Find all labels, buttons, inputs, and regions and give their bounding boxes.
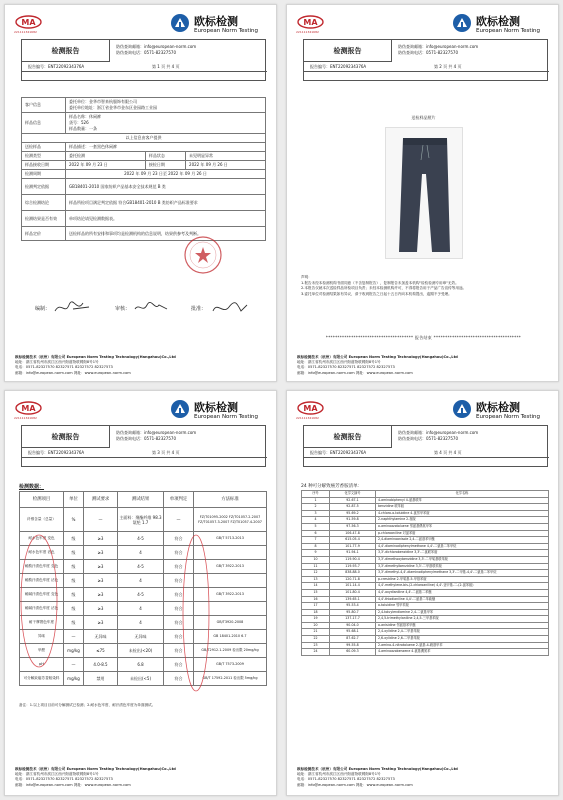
table-cell: 24 [302, 649, 330, 656]
table-cell: 60-09-3 [330, 649, 376, 656]
brand-name-cn: 欧标检测 [194, 15, 238, 28]
report-page-4 [286, 390, 559, 796]
table-cell: p-cresidine 2-甲氧基-5-甲基苯胺 [376, 576, 549, 583]
table-cell: 92-67-1 [330, 497, 376, 504]
report-header-box [303, 39, 548, 81]
page-indicator: 第 4 页 共 4 页 [434, 450, 462, 455]
table-cell: 3 [302, 510, 330, 517]
report-number-row: 报告编号：ENT2209234376A 第 2 页 共 4 页 [304, 62, 549, 72]
amine-list-caption: 24 种可分解致癌芳香胺清单： [301, 484, 363, 489]
brand-name-en: European Norm Testing [194, 414, 259, 420]
table-cell: 2-naphthylamine 2-萘胺 [376, 517, 549, 524]
table-cell: ≥3 [84, 616, 118, 630]
table-cell: o-toluidine 邻甲苯胺 [376, 603, 549, 610]
hand-drawn-circle-annotation-icon [19, 531, 59, 671]
report-number-row: 报告编号：ENT2209234376A 第 1 页 共 4 页 [22, 62, 267, 72]
table-row [302, 616, 549, 623]
ma-certification-mark-icon [15, 401, 42, 415]
table-cell: 20 [302, 622, 330, 629]
table-cell: 符合 [164, 658, 194, 672]
table-cell: 耐碱汗渍色牢度 沾色 [20, 602, 64, 616]
table-cell: % [64, 508, 84, 532]
table-row: 检测判定依据 GB18401-2010 国家纺织产品基本安全技术规范 B 类 [22, 179, 266, 195]
table-cell: o-anisidine 邻氨基苯甲醚 [376, 622, 549, 629]
table-cell: ≥3 [84, 588, 118, 602]
table-cell: 91-94-1 [330, 550, 376, 557]
ma-code: 221111341682 [296, 416, 319, 420]
table-cell: 级 [64, 588, 84, 602]
brand-name-cn: 欧标检测 [476, 15, 520, 28]
table-cell: 4,4'-diaminodiphenylmethane 4,4'-二氨基二苯甲烷 [376, 543, 549, 550]
table-row [302, 497, 549, 504]
table-cell: 15 [302, 589, 330, 596]
table-cell: 耐碱汗渍色牢度 变色 [20, 588, 64, 602]
table-cell: ≤75 [84, 644, 118, 658]
table-row: 检测类型 委托检测 样品状态 未见明显异常 [22, 152, 266, 161]
ma-code: 221111341682 [14, 416, 37, 420]
table-cell: 95-80-7 [330, 609, 376, 616]
table-cell: 4 [118, 602, 164, 616]
table-cell: 19 [302, 616, 330, 623]
report-number-row: 报告编号：ENT2209234376A 第 4 页 共 4 页 [304, 448, 549, 458]
report-number-row: 报告编号：ENT2209234376A 第 3 页 共 4 页 [22, 448, 267, 458]
table-cell: 7 [302, 537, 330, 544]
table-cell: 级 [64, 602, 84, 616]
table-cell: 符合 [164, 588, 194, 602]
table-row [302, 550, 549, 557]
contact-info: 防伪查询邮箱：info@european-norm.com 防伪查询电话：0571-82327570 [116, 430, 197, 441]
table-cell: 615-05-4 [330, 537, 376, 544]
table-row [302, 576, 549, 583]
table-cell: GB 18401-2010 6.7 [194, 630, 267, 644]
report-end-marker: ************************************** 报告结束 ************************************** [325, 335, 522, 340]
table-cell: GB/T 7573-2009 [194, 658, 267, 672]
table-row [302, 609, 549, 616]
table-cell: 4,4'-methylene-bis-(2-chloroaniline) 4,4'-亚甲基-二-(2-氯苯胺) [376, 583, 549, 590]
table-cell: ≥3 [84, 574, 118, 588]
table-cell: 838-88-0 [330, 570, 376, 577]
table-cell: 2,6-xylidine 2,6-二甲基苯胺 [376, 636, 549, 643]
table-cell: 22 [302, 636, 330, 643]
ent-logo-icon [170, 13, 190, 33]
report-header-box [21, 39, 266, 81]
approve-label: 批准： [191, 306, 207, 312]
table-row: 样品定价 送检样品的所有安排和事项均是检测机构的信息说明，结果供参考及判断。 [22, 227, 266, 241]
table-note: 备注：1.以上项目目前可分解测试已检测；2.耐水色牢度、耐汗渍色牢度为单面测试。 [19, 703, 156, 707]
contact-info: 防伪查询邮箱：info@european-norm.com 防伪查询电话：0571-82327570 [116, 44, 197, 55]
table-row: 样品接收日期 2022 年 09 月 23 日 接检日期 2022 年 09 月 26 日 [22, 161, 266, 170]
table-cell: pH [20, 658, 64, 672]
table-row: 综合检测结论 样品所检项目满足判定依据 符合GB18401-2010 B 类纺织产品标准要求 [22, 195, 266, 211]
table-cell: p-chloroaniline 对氯苯胺 [376, 530, 549, 537]
table-cell: ≥3 [84, 546, 118, 560]
table-row [302, 523, 549, 530]
table-cell: 91-59-8 [330, 517, 376, 524]
table-row [302, 583, 549, 590]
report-page-3 [4, 390, 277, 796]
table-cell: GB/T 3922-2013 [194, 588, 267, 602]
table-cell: 甲醛 [20, 644, 64, 658]
sample-photo [385, 127, 463, 259]
approver-signature-icon [211, 299, 249, 317]
ent-logo-icon [170, 399, 190, 419]
table-cell: 异味 [20, 630, 64, 644]
declaration-remarks: 声明： 1.报告未经本检测机构书面同意（不含复制报告），复制报告未加盖本机构"检验检测专用章"无效。 2.本报告仅就本次送检样品所检项目负责；未经本检测机构许可，不得将报告用于产品广告宣传等用途。 3.委托单位对检测结果如有异议，请于收到报告之日起十五日内向本机构提出，逾期不予受理。 [301, 275, 467, 296]
ma-certification-mark-icon [15, 15, 42, 29]
brand-name-cn: 欧标检测 [194, 401, 238, 414]
ma-certification-mark-icon [297, 15, 324, 29]
table-cell: mg/kg [64, 644, 84, 658]
table-cell: 9 [302, 550, 330, 557]
table-row: 客户信息 委托单位：金华市智来杭服饰有限公司 委托单位地址：浙江省金华市金东区金园路工业园 [22, 98, 266, 113]
table-cell: — [64, 658, 84, 672]
table-cell: 6.8 [118, 658, 164, 672]
table-cell: 符合 [164, 616, 194, 630]
table-cell: ≥3 [84, 602, 118, 616]
ent-logo-icon [452, 13, 472, 33]
svg-text:MA: MA [303, 18, 318, 27]
table-cell: 2-amino-4-nitrotoluene 2-氨基-4-硝基甲苯 [376, 642, 549, 649]
compile-label: 编制： [35, 306, 51, 312]
table-row: 检测结果是否有效 单项结论请见检测数据表。 [22, 211, 266, 227]
table-cell: 3,3'-dimethyl-4,4'-diaminodiphenylmethane 3,3'-二甲基-4,4'-二氨基二苯甲烷 [376, 570, 549, 577]
table-cell: 4-5 [118, 588, 164, 602]
table-cell: FZ/T01095-2002 FZ/T01057.2-2007 FZ/T01057.3-2007 FZ/T01057.4-2007 [194, 508, 267, 532]
table-cell: 符合 [164, 574, 194, 588]
table-cell: 级 [64, 574, 84, 588]
table-cell: 101-80-4 [330, 589, 376, 596]
table-cell: 无异味 [118, 630, 164, 644]
ma-code: 221111341682 [296, 30, 319, 34]
table-cell: 符合 [164, 532, 194, 546]
contact-email: info@european-norm.com [144, 44, 197, 49]
table-row [302, 570, 549, 577]
aromatic-amine-table [301, 490, 549, 656]
table-cell: 2,4-toluylendiamine 2,4-二氨基甲苯 [376, 609, 549, 616]
table-header-row: 检测项目 单位 测试要求 测试结果 单项判定 方法标准 [20, 492, 267, 508]
table-cell: mg/kg [64, 672, 84, 686]
table-cell: — [84, 508, 118, 532]
table-row: 送检样品 样品描述：一套黑色休闲裤 [22, 143, 266, 152]
contact-info: 防伪查询邮箱：info@european-norm.com 防伪查询电话：0571-82327570 [398, 430, 479, 441]
table-cell: 21 [302, 629, 330, 636]
table-cell: 4 [118, 574, 164, 588]
table-cell: 4-5 [118, 560, 164, 574]
table-cell: 2,4,5-trimethylaniline 2,4,5-三甲基苯胺 [376, 616, 549, 623]
table-cell: 1 [302, 497, 330, 504]
table-row [302, 537, 549, 544]
table-cell: 4,4'-oxydianiline 4,4'-二氨基二苯醚 [376, 589, 549, 596]
table-cell: 主面料：聚酯纤维 98.3 氨纶 1.7 [118, 508, 164, 532]
table-cell: 耐干摩擦色牢度 [20, 616, 64, 630]
table-cell: 符合 [164, 560, 194, 574]
table-cell: 符合 [164, 546, 194, 560]
table-cell: 95-69-2 [330, 510, 376, 517]
table-cell: ≥3 [84, 560, 118, 574]
table-cell: 4-5 [118, 532, 164, 546]
page-indicator: 第 1 页 共 4 页 [152, 64, 180, 69]
table-cell: GB/T 5713-2013 [194, 532, 267, 546]
photo-caption: 送检样品照片 [411, 115, 436, 120]
table-cell: benzidine 联苯胺 [376, 504, 549, 511]
signature-row [35, 299, 265, 319]
table-cell: 95-68-1 [330, 629, 376, 636]
brand-name-en: European Norm Testing [476, 28, 541, 34]
table-cell: 4.0-8.5 [84, 658, 118, 672]
table-row [302, 563, 549, 570]
table-row [302, 517, 549, 524]
page-indicator: 第 2 页 共 4 页 [434, 64, 462, 69]
table-cell: ≥3 [84, 532, 118, 546]
table-cell: GB/T2912.1-2009 检出限 20mg/kg [194, 644, 267, 658]
table-cell: 级 [64, 546, 84, 560]
table-cell: 2,4-xylidine 2,4-二甲基苯胺 [376, 629, 549, 636]
report-header-box [303, 425, 548, 467]
ma-code: 221111341682 [14, 30, 37, 34]
trousers-image-icon [386, 128, 464, 260]
table-cell: 6 [302, 530, 330, 537]
report-title: 检测报告 [304, 40, 392, 62]
footer: 欧标检测技术（杭州）有限公司 European Norm Testing Technology(Hangzhou)Co.,Ltd 地址：浙江省杭州市滨江区西兴街道物联网街8号1号 电话：0571-82327570 82327571 82327572 82327573 邮箱：info@european-norm.com 网址：www.european-norm.com [297, 767, 458, 787]
table-cell: GB/T3920-2008 [194, 616, 267, 630]
table-row [20, 672, 267, 686]
table-cell: 119-93-7 [330, 563, 376, 570]
table-cell: 耐水色牢度 沾色 [20, 546, 64, 560]
table-cell: 级 [64, 532, 84, 546]
compiler-signature-icon [53, 299, 91, 317]
report-summary-table [21, 97, 266, 241]
table-cell: 符合 [164, 672, 194, 686]
table-cell: 16 [302, 596, 330, 603]
table-row: 以上信息由客户提供 [22, 134, 266, 143]
table-cell: 90-04-0 [330, 622, 376, 629]
table-row [302, 543, 549, 550]
table-row [302, 556, 549, 563]
table-cell: 3,3'-dimethylbenzidine 3,3'-二甲基联苯胺 [376, 563, 549, 570]
table-cell: 97-56-3 [330, 523, 376, 530]
table-cell: 101-77-9 [330, 543, 376, 550]
table-cell: 符合 [164, 644, 194, 658]
table-cell: 4 [118, 546, 164, 560]
table-cell: 4 [302, 517, 330, 524]
table-cell: 14 [302, 583, 330, 590]
table-cell: 101-14-4 [330, 583, 376, 590]
ma-certification-mark-icon [297, 401, 324, 415]
table-cell: 符合 [164, 630, 194, 644]
table-cell: 11 [302, 563, 330, 570]
footer: 欧标检测技术（杭州）有限公司 European Norm Testing Technology(Hangzhou)Co.,Ltd 地址：浙江省杭州市滨江区西兴街道物联网街8号1号 电话：0571-82327570 82327571 82327572 82327573 邮箱：info@european-norm.com 网址：www.european-norm.com [297, 355, 458, 375]
table-row: 样品信息 样品名称：休闲裤 货号：526 样品数量：一条 [22, 113, 266, 134]
table-cell: 10 [302, 556, 330, 563]
table-cell: 耐酸汗渍色牢度 变色 [20, 560, 64, 574]
table-cell: 106-47-8 [330, 530, 376, 537]
table-row [302, 596, 549, 603]
table-row [302, 603, 549, 610]
table-cell: 13 [302, 576, 330, 583]
table-cell: 99-55-8 [330, 642, 376, 649]
table-header-row: 序号 化学文摘号 化学名称 [302, 491, 549, 498]
table-cell: 119-90-4 [330, 556, 376, 563]
table-cell: 4,4'-thiodianiline 4,4'-二氨基二苯硫醚 [376, 596, 549, 603]
report-title: 检测报告 [22, 426, 110, 448]
brand-name-en: European Norm Testing [194, 28, 259, 34]
table-row [302, 636, 549, 643]
table-cell: o-aminoazotoluene 邻氨基偶氮甲苯 [376, 523, 549, 530]
table-row [302, 589, 549, 596]
table-cell: GB/T 17592-2011 检出限 5mg/kg [194, 672, 267, 686]
table-cell: 禁用 [84, 672, 118, 686]
table-cell: 符合 [164, 602, 194, 616]
table-row [302, 622, 549, 629]
ent-logo-icon [452, 399, 472, 419]
section-title: 检测数据： [19, 484, 45, 490]
footer: 欧标检测技术（杭州）有限公司 European Norm Testing Technology(Hangzhou)Co.,Ltd 地址：浙江省杭州市滨江区西兴街道物联网街8号1号 电话：0571-82327570 82327571 82327572 82327573 邮箱：info@european-norm.com 网址：www.european-norm.com [15, 355, 176, 375]
table-cell: 4-aminobiphenyl 4-氨基联苯 [376, 497, 549, 504]
reviewer-signature-icon [133, 299, 169, 317]
report-title: 检测报告 [304, 426, 392, 448]
table-row [302, 629, 549, 636]
table-cell: 3,3'-dichlorobenzidine 3,3'-二氯联苯胺 [376, 550, 549, 557]
table-cell: 无异味 [84, 630, 118, 644]
table-cell: 未检出(<20) [118, 644, 164, 658]
table-cell: 87-62-7 [330, 636, 376, 643]
table-cell: 5 [302, 523, 330, 530]
svg-text:MA: MA [21, 18, 36, 27]
table-cell: 耐水色牢度 变色 [20, 532, 64, 546]
table-cell: 137-17-7 [330, 616, 376, 623]
table-cell: GB/T 3922-2013 [194, 560, 267, 574]
table-cell: 18 [302, 609, 330, 616]
table-cell: 未检出(<5) [118, 672, 164, 686]
table-cell: 23 [302, 642, 330, 649]
table-cell: 纤维含量（总量） [20, 508, 64, 532]
table-cell: — [164, 508, 194, 532]
review-label: 审核： [115, 306, 131, 312]
table-cell: 2,4-diaminoanisole 2,4-二氨基苯甲醚 [376, 537, 549, 544]
table-row: 检测周期 2022 年 09 月 23 日至 2022 年 09 月 26 日 [22, 170, 266, 179]
brand-name-en: European Norm Testing [476, 414, 541, 420]
table-cell: 3,3'-dimethoxybenzidine 3,3'-二甲氧基联苯胺 [376, 556, 549, 563]
table-cell: 120-71-8 [330, 576, 376, 583]
table-row [302, 510, 549, 517]
table-cell: 可分解致癌芳香胺染料 [20, 672, 64, 686]
table-row [302, 530, 549, 537]
table-cell: 级 [64, 616, 84, 630]
table-cell: 耐酸汗渍色牢度 沾色 [20, 574, 64, 588]
svg-text:MA: MA [303, 404, 318, 413]
table-cell: 4 [118, 616, 164, 630]
table-cell: 95-53-4 [330, 603, 376, 610]
report-title: 检测报告 [22, 40, 110, 62]
contact-phone: 0571-82327570 [144, 50, 176, 55]
footer: 欧标检测技术（杭州）有限公司 European Norm Testing Technology(Hangzhou)Co.,Ltd 地址：浙江省杭州市滨江区西兴街道物联网街8号1号 电话：0571-82327570 82327571 82327572 82327573 邮箱：info@european-norm.com 网址：www.european-norm.com [15, 767, 176, 787]
report-number: ENT2209234376A [48, 64, 85, 69]
hand-drawn-circle-annotation-icon [181, 531, 211, 696]
table-cell: — [64, 630, 84, 644]
table-row [302, 504, 549, 511]
report-page-1 [4, 4, 277, 382]
table-row [20, 508, 267, 532]
page-indicator: 第 3 页 共 4 页 [152, 450, 180, 455]
table-cell: 139-65-1 [330, 596, 376, 603]
svg-text:MA: MA [21, 404, 36, 413]
brand-name-cn: 欧标检测 [476, 401, 520, 414]
contact-info: 防伪查询邮箱：info@european-norm.com 防伪查询电话：0571-82327570 [398, 44, 479, 55]
table-cell: 2 [302, 504, 330, 511]
report-header-box [21, 425, 266, 467]
table-cell: 8 [302, 543, 330, 550]
table-row [302, 642, 549, 649]
table-cell: 4-aminoazobenzene 4-氨基偶氮苯 [376, 649, 549, 656]
table-cell: 92-87-5 [330, 504, 376, 511]
report-page-2 [286, 4, 559, 382]
table-cell: 4-chloro-o-toluidine 4-氯邻甲苯胺 [376, 510, 549, 517]
table-row [302, 649, 549, 656]
table-cell: 12 [302, 570, 330, 577]
table-cell: 17 [302, 603, 330, 610]
inspection-seal-icon [183, 235, 223, 275]
table-cell: 级 [64, 560, 84, 574]
